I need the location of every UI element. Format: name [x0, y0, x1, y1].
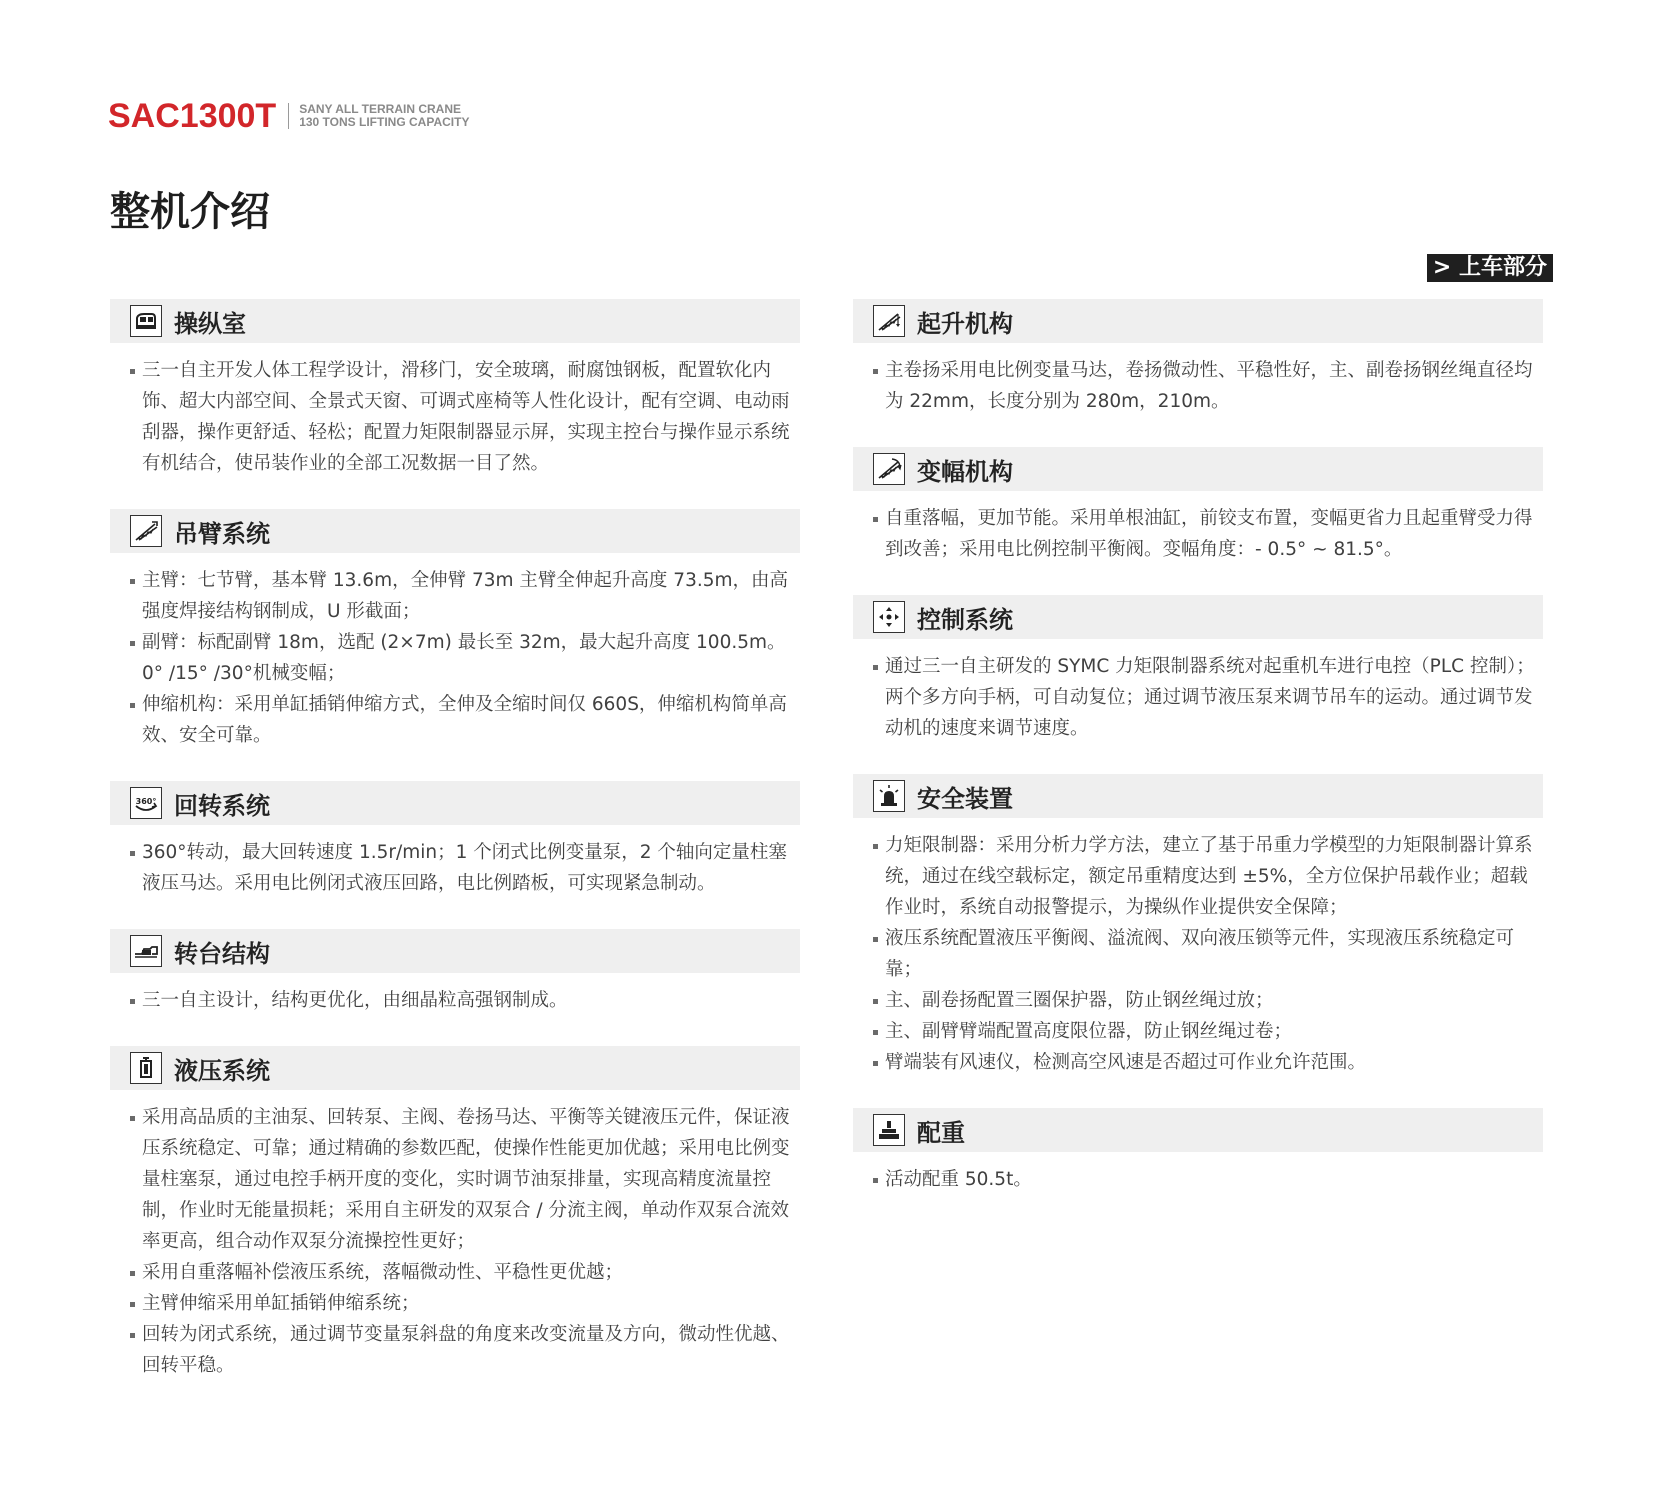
brand-tagline-line2: 130 TONS LIFTING CAPACITY — [299, 115, 470, 129]
list-item: 主臂伸缩采用单缸插销伸缩系统； — [130, 1288, 800, 1319]
section-header — [110, 299, 800, 343]
section-title: 变幅机构 — [917, 457, 1013, 486]
section-rotate-360 — [110, 781, 800, 899]
list-item: 臂端装有风速仪，检测高空风速是否超过可作业允许范围。 — [873, 1047, 1543, 1078]
turntable-icon — [130, 935, 162, 967]
section-list — [853, 1164, 1543, 1195]
list-item: 主卷扬采用电比例变量马达，卷扬微动性、平稳性好，主、副卷扬钢丝绳直径均为 22mm，长度分别为 280m，210m。 — [873, 355, 1543, 417]
section-tag: > 上车部分 — [1427, 254, 1553, 282]
list-item: 通过三一自主研发的 SYMC 力矩限制器系统对起重机车进行电控（PLC 控制）；两个多方向手柄，可自动复位；通过调节液压泵来调节吊车的运动。通过调节发动机的速度来调节速度。 — [873, 651, 1543, 744]
list-item: 活动配重 50.5t。 — [873, 1164, 1543, 1195]
list-item: 主臂：七节臂，基本臂 13.6m，全伸臂 73m 主臂全伸起升高度 73.5m，由高强度焊接结构钢制成，U 形截面； — [130, 565, 800, 627]
hoist-icon — [873, 305, 905, 337]
list-item: 伸缩机构：采用单缸插销伸缩方式，全伸及全缩时间仅 660S，伸缩机构简单高效、安全可靠。 — [130, 689, 800, 751]
brand-header — [108, 96, 469, 136]
section-turntable — [110, 929, 800, 1016]
list-item: 主、副臂臂端配置高度限位器，防止钢丝绳过卷； — [873, 1016, 1543, 1047]
section-title: 转台结构 — [174, 939, 270, 968]
section-list — [853, 355, 1543, 417]
section-list — [110, 355, 800, 479]
luffing-icon — [873, 453, 905, 485]
brand-tagline — [299, 103, 469, 129]
cab-icon — [130, 305, 162, 337]
section-title: 起升机构 — [917, 309, 1013, 338]
list-item: 360°转动，最大回转速度 1.5r/min；1 个闭式比例变量泵，2 个轴向定量柱塞液压马达。采用电比例闭式液压回路，电比例踏板，可实现紧急制动。 — [130, 837, 800, 899]
section-header — [110, 929, 800, 973]
list-item: 采用自重落幅补偿液压系统，落幅微动性、平稳性更优越； — [130, 1257, 800, 1288]
section-header — [853, 447, 1543, 491]
section-title: 安全装置 — [917, 784, 1013, 813]
section-header — [853, 299, 1543, 343]
section-header — [110, 509, 800, 553]
section-control — [853, 595, 1543, 744]
list-item: 副臂：标配副臂 18m，选配 (2×7m) 最长至 32m，最大起升高度 100.5m。0° /15° /30°机械变幅； — [130, 627, 800, 689]
list-item: 三一自主设计，结构更优化，由细晶粒高强钢制成。 — [130, 985, 800, 1016]
list-item: 主、副卷扬配置三圈保护器，防止钢丝绳过放； — [873, 985, 1543, 1016]
section-title: 控制系统 — [917, 605, 1013, 634]
section-list — [110, 837, 800, 899]
list-item: 采用高品质的主油泵、回转泵、主阀、卷扬马达、平衡等关键液压元件，保证液压系统稳定、可靠；通过精确的参数匹配，使操作性能更加优越；采用电比例变量柱塞泵，通过电控手柄开度的变化，实时调节油泵排量，实现高精度流量控制，作业时无能量损耗；采用自主研发的双泵合 / 分流主阀，单动作双泵合流效率更高，组合动作双泵分流操控性更好； — [130, 1102, 800, 1257]
section-list — [853, 651, 1543, 744]
list-item: 三一自主开发人体工程学设计，滑移门，安全玻璃，耐腐蚀钢板，配置软化内饰、超大内部空间、全景式天窗、可调式座椅等人性化设计，配有空调、电动雨刮器，操作更舒适、轻松；配置力矩限制器显示屏，实现主控台与操作显示系统有机结合，使吊装作业的全部工况数据一目了然。 — [130, 355, 800, 479]
section-list — [853, 503, 1543, 565]
list-item: 力矩限制器：采用分析力学方法，建立了基于吊重力学模型的力矩限制器计算系统，通过在线空载标定，额定吊重精度达到 ±5%，全方位保护吊载作业；超载作业时，系统自动报警提示，为操纵作业提供安全保障； — [873, 830, 1543, 923]
brand-divider — [288, 103, 289, 129]
section-counterweight — [853, 1108, 1543, 1195]
section-boom — [110, 509, 800, 751]
section-header — [853, 595, 1543, 639]
section-title: 配重 — [917, 1118, 965, 1147]
section-header — [110, 781, 800, 825]
right-column — [853, 299, 1543, 1225]
list-item: 自重落幅，更加节能。采用单根油缸，前铰支布置，变幅更省力且起重臂受力得到改善；采用电比例控制平衡阀。变幅角度：- 0.5° ~ 81.5°。 — [873, 503, 1543, 565]
section-list — [853, 830, 1543, 1078]
list-item: 回转为闭式系统，通过调节变量泵斜盘的角度来改变流量及方向，微动性优越、回转平稳。 — [130, 1319, 800, 1381]
section-hoist — [853, 299, 1543, 417]
control-icon — [873, 601, 905, 633]
section-title: 液压系统 — [174, 1056, 270, 1085]
section-list — [110, 985, 800, 1016]
section-header — [110, 1046, 800, 1090]
brand-tagline-line1: SANY ALL TERRAIN CRANE — [299, 102, 461, 116]
section-title: 操纵室 — [174, 309, 246, 338]
safety-alarm-icon — [873, 780, 905, 812]
section-safety-alarm — [853, 774, 1543, 1078]
boom-icon — [130, 515, 162, 547]
brand-model-logo: SAC1300T — [108, 97, 277, 135]
svg-text:360°: 360° — [135, 797, 157, 806]
section-list — [110, 1102, 800, 1381]
rotate-360-icon — [130, 787, 162, 819]
section-title: 回转系统 — [174, 791, 270, 820]
hydraulic-icon — [130, 1052, 162, 1084]
page-title: 整机介绍 — [110, 189, 270, 235]
section-header — [853, 1108, 1543, 1152]
left-column — [110, 299, 800, 1411]
section-luffing — [853, 447, 1543, 565]
section-list — [110, 565, 800, 751]
list-item: 液压系统配置液压平衡阀、溢流阀、双向液压锁等元件，实现液压系统稳定可靠； — [873, 923, 1543, 985]
section-title: 吊臂系统 — [174, 519, 270, 548]
section-hydraulic — [110, 1046, 800, 1381]
section-cab — [110, 299, 800, 479]
counterweight-icon — [873, 1114, 905, 1146]
section-header — [853, 774, 1543, 818]
